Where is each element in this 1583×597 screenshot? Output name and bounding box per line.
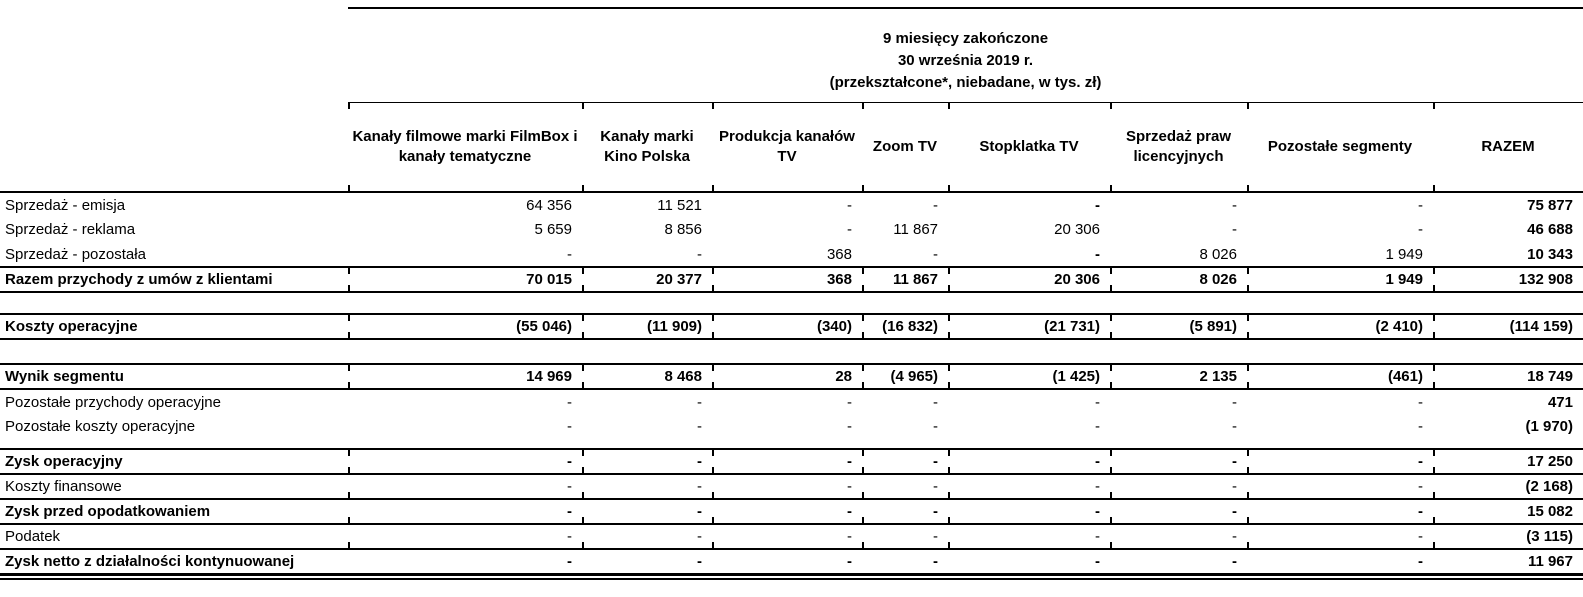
table-row [0,499,1583,524]
cell-value: - [1232,418,1237,435]
cell-value: - [712,499,862,524]
column-header-razem: RAZEM [1433,103,1583,193]
cell-value: - [1418,418,1423,435]
cell-value: - [933,196,938,214]
cell-value: - [697,245,702,263]
table-row [0,314,1583,339]
table-row [0,449,1583,474]
cell-value: - [948,549,1110,574]
row-label: Pozostałe przychody operacyjne [5,393,221,411]
cell-value: - [1418,221,1423,238]
cell-value: - [1110,474,1247,499]
cell-value: 5 659 [534,221,572,238]
row-label: Zysk netto z działalności kontynuowanej [0,549,348,574]
cell-value: (2 168) [1433,474,1583,499]
table-row [0,364,1583,389]
table-period-header [348,8,1583,103]
cell-value: - [847,418,852,435]
cell-value: - [1095,418,1100,435]
cell-value: 11 867 [893,221,938,238]
cell-value: (461) [1247,364,1433,389]
column-header-sprzedaz-praw: Sprzedaż praw licencyjnych [1110,103,1247,193]
cell-value: - [1110,499,1247,524]
cell-value: (11 909) [582,314,712,339]
cell-value: 14 969 [348,364,582,389]
cell-value: - [712,524,862,549]
cell-value: - [1110,449,1247,474]
cell-value: - [348,549,582,574]
cell-value: - [847,221,852,238]
cell-value: - [567,245,572,263]
row-label: Wynik segmentu [0,364,348,389]
cell-value: - [1095,196,1100,214]
cell-value: - [348,449,582,474]
cell-value: 8 026 [1110,267,1247,292]
column-header-produkcja: Produkcja kanałów TV [712,103,862,193]
cell-value: - [582,499,712,524]
bottom-double-rule [0,578,1583,580]
cell-value: - [1247,499,1433,524]
table-row [0,192,1583,217]
cell-value: - [1232,221,1237,238]
cell-value: 64 356 [526,196,572,214]
cell-value: 132 908 [1433,267,1583,292]
column-header-stopklatka: Stopklatka TV [948,103,1110,193]
cell-value: - [582,474,712,499]
cell-value: - [1232,196,1237,214]
cell-value: (340) [712,314,862,339]
row-label: Podatek [0,524,348,549]
cell-value: - [348,474,582,499]
row-label: Koszty finansowe [0,474,348,499]
cell-value: 15 082 [1433,499,1583,524]
period-header-row [0,8,1583,103]
cell-value: - [348,524,582,549]
cell-value: - [933,245,938,263]
cell-value: - [582,549,712,574]
corner-blank [0,8,348,103]
cell-value: (1 970) [1525,418,1573,435]
cell-value: 368 [826,245,852,263]
cell-value: 18 749 [1433,364,1583,389]
cell-value: - [847,393,852,411]
cell-value: 368 [712,267,862,292]
cell-value: 11 521 [657,196,702,214]
column-header-filmbox: Kanały filmowe marki FilmBox i kanały tematyczne [348,103,582,193]
spacer-cell [0,292,1583,314]
cell-value: - [348,499,582,524]
cell-value: 1 949 [1385,245,1423,263]
row-label: Pozostałe koszty operacyjne [5,418,196,435]
column-header-zoom-tv: Zoom TV [862,103,948,193]
row-label: Koszty operacyjne [0,314,348,339]
segment-results-table [0,7,1583,576]
cell-value: 8 026 [1199,245,1237,263]
spacer-cell [0,339,1583,364]
cell-value: (16 832) [862,314,948,339]
cell-value: - [862,499,948,524]
cell-value: - [582,524,712,549]
cell-value: - [1247,549,1433,574]
cell-value: - [1418,196,1423,214]
period-line-3: (przekształcone*, niebadane, w tys. zł) [829,73,1102,91]
column-header-pozostale: Pozostałe segmenty [1247,103,1433,193]
cell-value: (4 965) [862,364,948,389]
cell-value: - [1110,549,1247,574]
cell-value: - [712,474,862,499]
cell-value: - [933,418,938,435]
table-row [0,389,1583,414]
row-label: Sprzedaż - pozostała [5,245,146,263]
cell-value: - [1110,524,1247,549]
cell-value: (5 891) [1110,314,1247,339]
cell-value: 1 949 [1247,267,1433,292]
cell-value: - [697,418,702,435]
cell-value: - [862,449,948,474]
cell-value: 17 250 [1433,449,1583,474]
cell-value: 70 015 [348,267,582,292]
spacer-row [0,339,1583,364]
cell-value: - [862,549,948,574]
cell-value: 75 877 [1527,196,1573,214]
cell-value: 20 306 [1054,221,1100,238]
table-row [0,242,1583,267]
cell-value: 20 306 [948,267,1110,292]
cell-value: - [1095,393,1100,411]
cell-value: 11 867 [862,267,948,292]
cell-value: 8 856 [664,221,702,238]
cell-value: - [847,196,852,214]
cell-value: - [1247,449,1433,474]
cell-value: 8 468 [582,364,712,389]
row-label: Zysk operacyjny [0,449,348,474]
cell-value: (21 731) [948,314,1110,339]
cell-value: - [1418,393,1423,411]
cell-value: 10 343 [1527,245,1573,263]
cell-value: - [712,449,862,474]
cell-value: - [1247,474,1433,499]
cell-value: - [712,549,862,574]
cell-value: (3 115) [1433,524,1583,549]
cell-value: 2 135 [1110,364,1247,389]
cell-value: - [1095,245,1100,263]
table-row [0,217,1583,242]
cell-value: 20 377 [582,267,712,292]
table-row [0,549,1583,574]
cell-value: - [697,393,702,411]
row-label: Sprzedaż - emisja [5,196,126,214]
row-label: Zysk przed opodatkowaniem [0,499,348,524]
cell-value: - [948,499,1110,524]
period-line-2: 30 września 2019 r. [897,51,1034,69]
cell-value: 46 688 [1527,221,1573,238]
cell-value: 471 [1547,393,1573,411]
cell-value: (1 425) [948,364,1110,389]
table-row [0,414,1583,439]
spacer-row [0,292,1583,314]
table-row [0,474,1583,499]
cell-value: - [862,524,948,549]
cell-value: - [1247,524,1433,549]
cell-value: (114 159) [1433,314,1583,339]
cell-value: - [567,418,572,435]
cell-value: - [567,393,572,411]
cell-value: - [948,474,1110,499]
row-label: Razem przychody z umów z klientami [0,267,348,292]
table-row [0,267,1583,292]
cell-value: - [948,524,1110,549]
cell-value: 28 [712,364,862,389]
cell-value: - [862,474,948,499]
row-label-header-blank [0,103,348,193]
cell-value: - [582,449,712,474]
row-label: Sprzedaż - reklama [5,221,136,238]
cell-value: (2 410) [1247,314,1433,339]
table-body [0,192,1583,574]
cell-value: - [948,449,1110,474]
period-line-1: 9 miesięcy zakończone [882,29,1049,47]
column-header-row [0,103,1583,193]
spacer-row [0,439,1583,449]
spacer-cell [0,439,1583,449]
table-row [0,524,1583,549]
cell-value: 11 967 [1433,549,1583,574]
column-header-kino-polska: Kanały marki Kino Polska [582,103,712,193]
cell-value: - [1232,393,1237,411]
cell-value: (55 046) [348,314,582,339]
cell-value: - [933,393,938,411]
